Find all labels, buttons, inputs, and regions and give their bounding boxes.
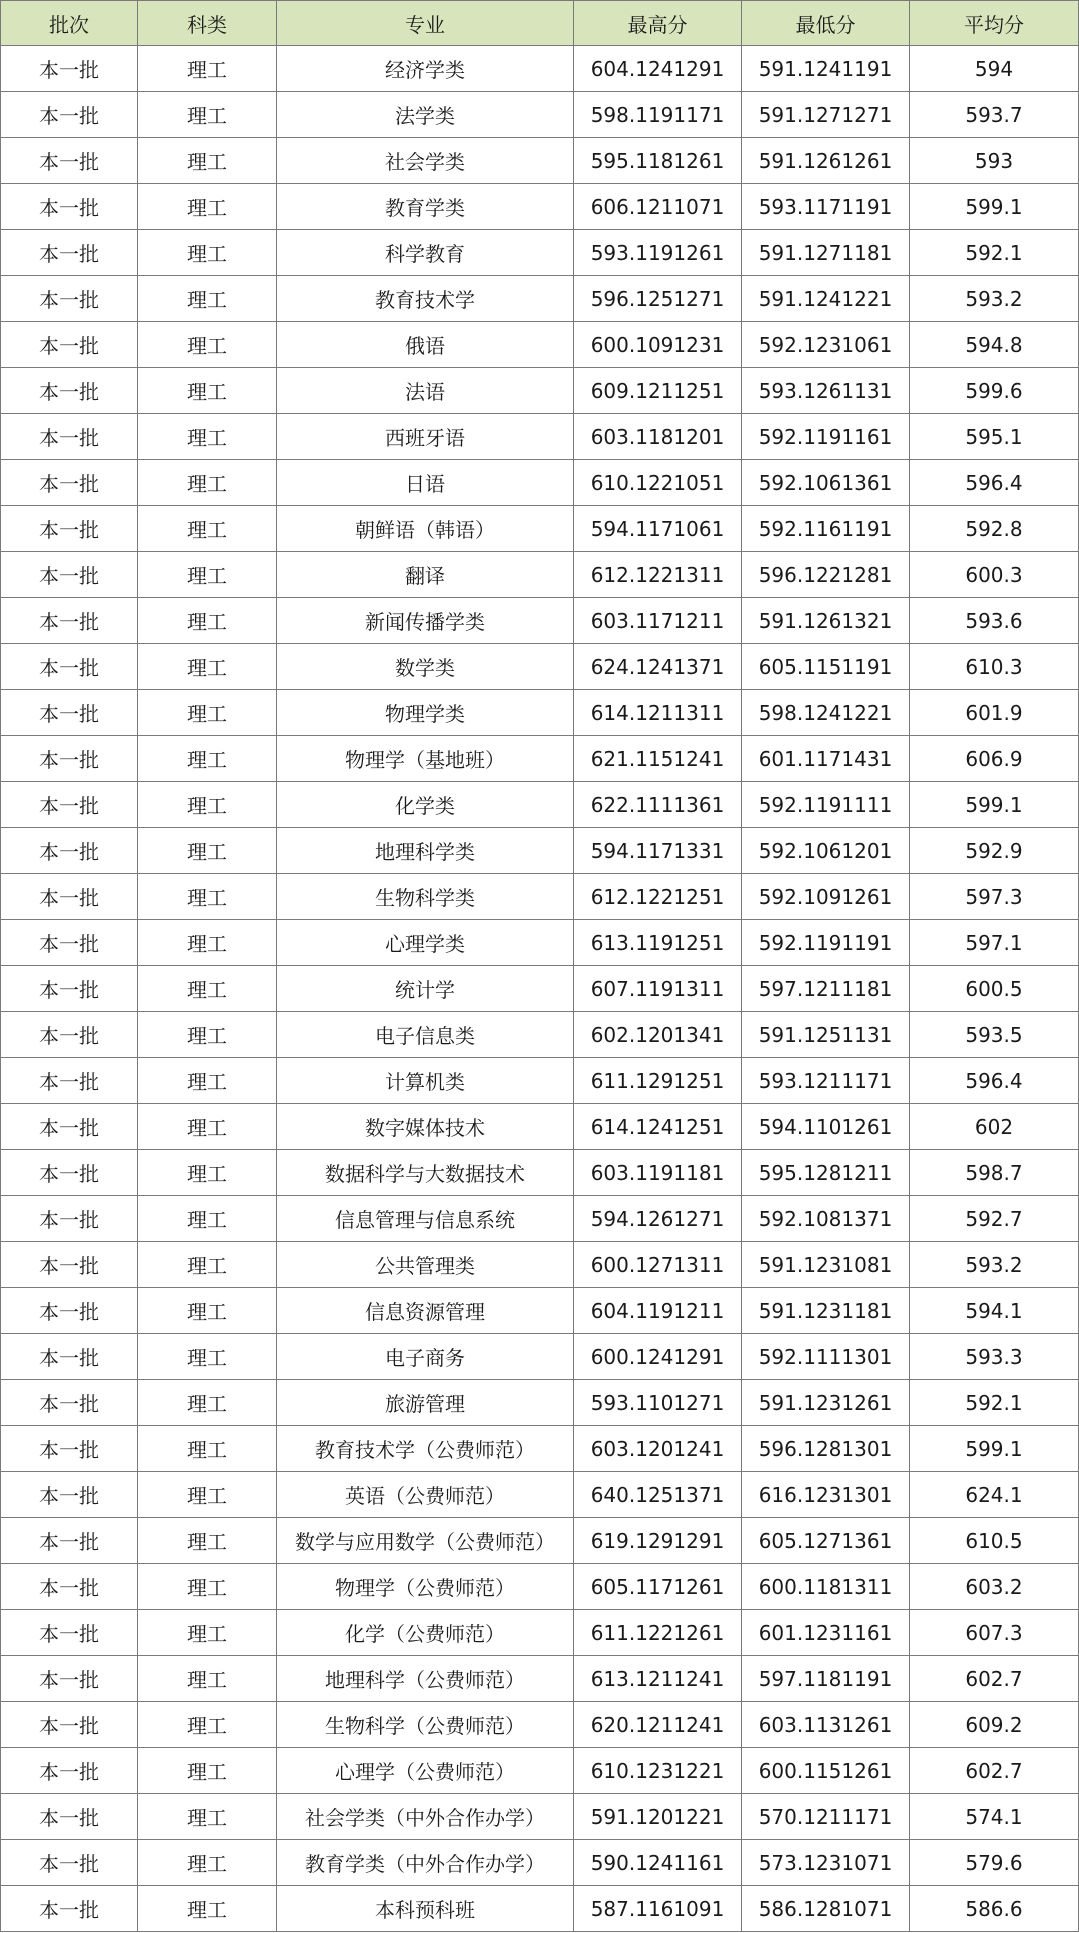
major-cell: 化学类: [277, 782, 574, 828]
min-score-cell: 592.1081371: [742, 1196, 910, 1242]
batch-cell: 本一批: [1, 1196, 138, 1242]
table-row: [1, 1242, 1079, 1288]
table-row: [1, 1702, 1079, 1748]
table-row: [1, 1334, 1079, 1380]
max-score-cell: 600.1271311: [574, 1242, 742, 1288]
category-cell: 理工: [138, 230, 277, 276]
table-row: [1, 828, 1079, 874]
min-score-cell: 570.1211171: [742, 1794, 910, 1840]
category-cell: 理工: [138, 874, 277, 920]
max-score-cell: 598.1191171: [574, 92, 742, 138]
batch-cell: 本一批: [1, 506, 138, 552]
max-score-cell: 614.1211311: [574, 690, 742, 736]
table-row: [1, 736, 1079, 782]
max-score-cell: 612.1221311: [574, 552, 742, 598]
min-score-cell: 592.1061361: [742, 460, 910, 506]
max-score-cell: 604.1241291: [574, 46, 742, 92]
category-cell: 理工: [138, 920, 277, 966]
avg-score-cell: 592.7: [910, 1196, 1079, 1242]
header-min-score: 最低分: [742, 1, 910, 46]
min-score-cell: 591.1261261: [742, 138, 910, 184]
major-cell: 公共管理类: [277, 1242, 574, 1288]
avg-score-cell: 593.6: [910, 598, 1079, 644]
major-cell: 数据科学与大数据技术: [277, 1150, 574, 1196]
category-cell: 理工: [138, 1104, 277, 1150]
max-score-cell: 593.1191261: [574, 230, 742, 276]
category-cell: 理工: [138, 1840, 277, 1886]
max-score-cell: 611.1291251: [574, 1058, 742, 1104]
major-cell: 俄语: [277, 322, 574, 368]
max-score-cell: 605.1171261: [574, 1564, 742, 1610]
avg-score-cell: 574.1: [910, 1794, 1079, 1840]
min-score-cell: 592.1231061: [742, 322, 910, 368]
batch-cell: 本一批: [1, 276, 138, 322]
max-score-cell: 620.1211241: [574, 1702, 742, 1748]
max-score-cell: 594.1171331: [574, 828, 742, 874]
header-major: 专业: [277, 1, 574, 46]
major-cell: 化学（公费师范）: [277, 1610, 574, 1656]
table-row: [1, 1380, 1079, 1426]
max-score-cell: 610.1221051: [574, 460, 742, 506]
max-score-cell: 612.1221251: [574, 874, 742, 920]
min-score-cell: 592.1061201: [742, 828, 910, 874]
batch-cell: 本一批: [1, 1150, 138, 1196]
batch-cell: 本一批: [1, 552, 138, 598]
table-row: [1, 1656, 1079, 1702]
avg-score-cell: 602.7: [910, 1656, 1079, 1702]
category-cell: 理工: [138, 1656, 277, 1702]
major-cell: 教育学类（中外合作办学）: [277, 1840, 574, 1886]
table-row: [1, 230, 1079, 276]
avg-score-cell: 599.1: [910, 1426, 1079, 1472]
major-cell: 物理学类: [277, 690, 574, 736]
max-score-cell: 609.1211251: [574, 368, 742, 414]
batch-cell: 本一批: [1, 184, 138, 230]
category-cell: 理工: [138, 1518, 277, 1564]
category-cell: 理工: [138, 92, 277, 138]
max-score-cell: 613.1191251: [574, 920, 742, 966]
batch-cell: 本一批: [1, 1518, 138, 1564]
avg-score-cell: 596.4: [910, 1058, 1079, 1104]
min-score-cell: 591.1251131: [742, 1012, 910, 1058]
min-score-cell: 592.1091261: [742, 874, 910, 920]
batch-cell: 本一批: [1, 1702, 138, 1748]
table-row: [1, 1794, 1079, 1840]
major-cell: 信息管理与信息系统: [277, 1196, 574, 1242]
avg-score-cell: 606.9: [910, 736, 1079, 782]
avg-score-cell: 599.1: [910, 184, 1079, 230]
avg-score-cell: 595.1: [910, 414, 1079, 460]
major-cell: 日语: [277, 460, 574, 506]
category-cell: 理工: [138, 1380, 277, 1426]
min-score-cell: 596.1221281: [742, 552, 910, 598]
major-cell: 统计学: [277, 966, 574, 1012]
major-cell: 教育技术学（公费师范）: [277, 1426, 574, 1472]
min-score-cell: 593.1261131: [742, 368, 910, 414]
avg-score-cell: 600.3: [910, 552, 1079, 598]
max-score-cell: 619.1291291: [574, 1518, 742, 1564]
batch-cell: 本一批: [1, 644, 138, 690]
max-score-cell: 621.1151241: [574, 736, 742, 782]
table-row: [1, 598, 1079, 644]
max-score-cell: 600.1241291: [574, 1334, 742, 1380]
table-row: [1, 1564, 1079, 1610]
min-score-cell: 591.1241221: [742, 276, 910, 322]
major-cell: 本科预科班: [277, 1886, 574, 1932]
batch-cell: 本一批: [1, 782, 138, 828]
major-cell: 数字媒体技术: [277, 1104, 574, 1150]
avg-score-cell: 610.3: [910, 644, 1079, 690]
min-score-cell: 592.1191191: [742, 920, 910, 966]
max-score-cell: 596.1251271: [574, 276, 742, 322]
major-cell: 信息资源管理: [277, 1288, 574, 1334]
category-cell: 理工: [138, 644, 277, 690]
batch-cell: 本一批: [1, 874, 138, 920]
batch-cell: 本一批: [1, 1288, 138, 1334]
batch-cell: 本一批: [1, 1748, 138, 1794]
min-score-cell: 600.1181311: [742, 1564, 910, 1610]
avg-score-cell: 579.6: [910, 1840, 1079, 1886]
max-score-cell: 610.1231221: [574, 1748, 742, 1794]
table-row: [1, 920, 1079, 966]
batch-cell: 本一批: [1, 828, 138, 874]
min-score-cell: 593.1211171: [742, 1058, 910, 1104]
max-score-cell: 603.1201241: [574, 1426, 742, 1472]
avg-score-cell: 594.1: [910, 1288, 1079, 1334]
table-row: [1, 276, 1079, 322]
min-score-cell: 586.1281071: [742, 1886, 910, 1932]
batch-cell: 本一批: [1, 46, 138, 92]
avg-score-cell: 607.3: [910, 1610, 1079, 1656]
category-cell: 理工: [138, 552, 277, 598]
major-cell: 地理科学类: [277, 828, 574, 874]
min-score-cell: 594.1101261: [742, 1104, 910, 1150]
major-cell: 计算机类: [277, 1058, 574, 1104]
avg-score-cell: 599.6: [910, 368, 1079, 414]
major-cell: 教育学类: [277, 184, 574, 230]
major-cell: 心理学（公费师范）: [277, 1748, 574, 1794]
min-score-cell: 591.1241191: [742, 46, 910, 92]
max-score-cell: 614.1241251: [574, 1104, 742, 1150]
max-score-cell: 603.1181201: [574, 414, 742, 460]
min-score-cell: 600.1151261: [742, 1748, 910, 1794]
avg-score-cell: 593.3: [910, 1334, 1079, 1380]
category-cell: 理工: [138, 46, 277, 92]
major-cell: 生物科学（公费师范）: [277, 1702, 574, 1748]
min-score-cell: 598.1241221: [742, 690, 910, 736]
major-cell: 生物科学类: [277, 874, 574, 920]
category-cell: 理工: [138, 1288, 277, 1334]
max-score-cell: 640.1251371: [574, 1472, 742, 1518]
avg-score-cell: 597.3: [910, 874, 1079, 920]
min-score-cell: 591.1261321: [742, 598, 910, 644]
table-row: [1, 368, 1079, 414]
max-score-cell: 603.1191181: [574, 1150, 742, 1196]
major-cell: 物理学（公费师范）: [277, 1564, 574, 1610]
min-score-cell: 601.1171431: [742, 736, 910, 782]
category-cell: 理工: [138, 276, 277, 322]
table-row: [1, 460, 1079, 506]
batch-cell: 本一批: [1, 230, 138, 276]
major-cell: 心理学类: [277, 920, 574, 966]
batch-cell: 本一批: [1, 1426, 138, 1472]
batch-cell: 本一批: [1, 1886, 138, 1932]
batch-cell: 本一批: [1, 1104, 138, 1150]
batch-cell: 本一批: [1, 690, 138, 736]
table-row: [1, 1610, 1079, 1656]
major-cell: 经济学类: [277, 46, 574, 92]
min-score-cell: 597.1181191: [742, 1656, 910, 1702]
category-cell: 理工: [138, 322, 277, 368]
batch-cell: 本一批: [1, 1794, 138, 1840]
batch-cell: 本一批: [1, 414, 138, 460]
batch-cell: 本一批: [1, 1610, 138, 1656]
category-cell: 理工: [138, 966, 277, 1012]
batch-cell: 本一批: [1, 1656, 138, 1702]
min-score-cell: 591.1271271: [742, 92, 910, 138]
table-row: [1, 690, 1079, 736]
avg-score-cell: 592.8: [910, 506, 1079, 552]
min-score-cell: 605.1271361: [742, 1518, 910, 1564]
avg-score-cell: 593.5: [910, 1012, 1079, 1058]
avg-score-cell: 597.1: [910, 920, 1079, 966]
header-row: [1, 1, 1079, 46]
batch-cell: 本一批: [1, 368, 138, 414]
category-cell: 理工: [138, 1058, 277, 1104]
table-row: [1, 1472, 1079, 1518]
min-score-cell: 603.1131261: [742, 1702, 910, 1748]
major-cell: 旅游管理: [277, 1380, 574, 1426]
major-cell: 社会学类: [277, 138, 574, 184]
table-header: [1, 1, 1079, 46]
category-cell: 理工: [138, 1472, 277, 1518]
major-cell: 西班牙语: [277, 414, 574, 460]
avg-score-cell: 602.7: [910, 1748, 1079, 1794]
table-row: [1, 506, 1079, 552]
min-score-cell: 591.1271181: [742, 230, 910, 276]
table-row: [1, 184, 1079, 230]
avg-score-cell: 609.2: [910, 1702, 1079, 1748]
major-cell: 地理科学（公费师范）: [277, 1656, 574, 1702]
category-cell: 理工: [138, 1794, 277, 1840]
batch-cell: 本一批: [1, 1012, 138, 1058]
avg-score-cell: 603.2: [910, 1564, 1079, 1610]
category-cell: 理工: [138, 1242, 277, 1288]
table-row: [1, 1196, 1079, 1242]
major-cell: 法语: [277, 368, 574, 414]
major-cell: 电子商务: [277, 1334, 574, 1380]
batch-cell: 本一批: [1, 138, 138, 184]
major-cell: 新闻传播学类: [277, 598, 574, 644]
avg-score-cell: 586.6: [910, 1886, 1079, 1932]
max-score-cell: 600.1091231: [574, 322, 742, 368]
batch-cell: 本一批: [1, 92, 138, 138]
max-score-cell: 624.1241371: [574, 644, 742, 690]
major-cell: 物理学（基地班）: [277, 736, 574, 782]
min-score-cell: 592.1191111: [742, 782, 910, 828]
category-cell: 理工: [138, 184, 277, 230]
category-cell: 理工: [138, 1702, 277, 1748]
category-cell: 理工: [138, 782, 277, 828]
max-score-cell: 587.1161091: [574, 1886, 742, 1932]
table-row: [1, 552, 1079, 598]
table-row: [1, 1886, 1079, 1932]
min-score-cell: 592.1161191: [742, 506, 910, 552]
category-cell: 理工: [138, 598, 277, 644]
avg-score-cell: 594.8: [910, 322, 1079, 368]
category-cell: 理工: [138, 1012, 277, 1058]
min-score-cell: 573.1231071: [742, 1840, 910, 1886]
major-cell: 科学教育: [277, 230, 574, 276]
major-cell: 社会学类（中外合作办学）: [277, 1794, 574, 1840]
batch-cell: 本一批: [1, 1242, 138, 1288]
max-score-cell: 591.1201221: [574, 1794, 742, 1840]
table-row: [1, 1012, 1079, 1058]
batch-cell: 本一批: [1, 1840, 138, 1886]
batch-cell: 本一批: [1, 1380, 138, 1426]
avg-score-cell: 592.1: [910, 1380, 1079, 1426]
header-max-score: 最高分: [574, 1, 742, 46]
category-cell: 理工: [138, 1610, 277, 1656]
major-cell: 英语（公费师范）: [277, 1472, 574, 1518]
max-score-cell: 606.1211071: [574, 184, 742, 230]
max-score-cell: 607.1191311: [574, 966, 742, 1012]
batch-cell: 本一批: [1, 1472, 138, 1518]
min-score-cell: 596.1281301: [742, 1426, 910, 1472]
max-score-cell: 594.1261271: [574, 1196, 742, 1242]
min-score-cell: 605.1151191: [742, 644, 910, 690]
avg-score-cell: 593.2: [910, 276, 1079, 322]
avg-score-cell: 594: [910, 46, 1079, 92]
category-cell: 理工: [138, 736, 277, 782]
max-score-cell: 611.1221261: [574, 1610, 742, 1656]
avg-score-cell: 601.9: [910, 690, 1079, 736]
max-score-cell: 595.1181261: [574, 138, 742, 184]
avg-score-cell: 624.1: [910, 1472, 1079, 1518]
max-score-cell: 594.1171061: [574, 506, 742, 552]
max-score-cell: 593.1101271: [574, 1380, 742, 1426]
major-cell: 翻译: [277, 552, 574, 598]
batch-cell: 本一批: [1, 1334, 138, 1380]
table-row: [1, 966, 1079, 1012]
batch-cell: 本一批: [1, 736, 138, 782]
header-batch: 批次: [1, 1, 138, 46]
min-score-cell: 597.1211181: [742, 966, 910, 1012]
min-score-cell: 616.1231301: [742, 1472, 910, 1518]
avg-score-cell: 592.9: [910, 828, 1079, 874]
category-cell: 理工: [138, 1886, 277, 1932]
avg-score-cell: 598.7: [910, 1150, 1079, 1196]
avg-score-cell: 593.2: [910, 1242, 1079, 1288]
min-score-cell: 593.1171191: [742, 184, 910, 230]
category-cell: 理工: [138, 1748, 277, 1794]
max-score-cell: 602.1201341: [574, 1012, 742, 1058]
category-cell: 理工: [138, 1150, 277, 1196]
major-cell: 数学类: [277, 644, 574, 690]
max-score-cell: 613.1211241: [574, 1656, 742, 1702]
category-cell: 理工: [138, 1196, 277, 1242]
category-cell: 理工: [138, 506, 277, 552]
max-score-cell: 622.1111361: [574, 782, 742, 828]
min-score-cell: 601.1231161: [742, 1610, 910, 1656]
category-cell: 理工: [138, 828, 277, 874]
table-body: [1, 46, 1079, 1932]
table-row: [1, 138, 1079, 184]
table-row: [1, 1840, 1079, 1886]
min-score-cell: 591.1231081: [742, 1242, 910, 1288]
category-cell: 理工: [138, 1334, 277, 1380]
table-row: [1, 1426, 1079, 1472]
major-cell: 朝鲜语（韩语）: [277, 506, 574, 552]
category-cell: 理工: [138, 138, 277, 184]
header-avg-score: 平均分: [910, 1, 1079, 46]
max-score-cell: 604.1191211: [574, 1288, 742, 1334]
table-row: [1, 1518, 1079, 1564]
min-score-cell: 591.1231181: [742, 1288, 910, 1334]
max-score-cell: 603.1171211: [574, 598, 742, 644]
batch-cell: 本一批: [1, 1564, 138, 1610]
table-row: [1, 1150, 1079, 1196]
table-row: [1, 46, 1079, 92]
table-row: [1, 1104, 1079, 1150]
batch-cell: 本一批: [1, 598, 138, 644]
batch-cell: 本一批: [1, 920, 138, 966]
major-cell: 法学类: [277, 92, 574, 138]
batch-cell: 本一批: [1, 322, 138, 368]
batch-cell: 本一批: [1, 460, 138, 506]
batch-cell: 本一批: [1, 966, 138, 1012]
avg-score-cell: 592.1: [910, 230, 1079, 276]
avg-score-cell: 596.4: [910, 460, 1079, 506]
table-row: [1, 1058, 1079, 1104]
category-cell: 理工: [138, 690, 277, 736]
avg-score-cell: 602: [910, 1104, 1079, 1150]
table-row: [1, 414, 1079, 460]
table-row: [1, 782, 1079, 828]
table-row: [1, 874, 1079, 920]
header-category: 科类: [138, 1, 277, 46]
category-cell: 理工: [138, 1426, 277, 1472]
category-cell: 理工: [138, 368, 277, 414]
min-score-cell: 592.1191161: [742, 414, 910, 460]
table-row: [1, 92, 1079, 138]
avg-score-cell: 610.5: [910, 1518, 1079, 1564]
min-score-cell: 591.1231261: [742, 1380, 910, 1426]
avg-score-cell: 600.5: [910, 966, 1079, 1012]
table-row: [1, 644, 1079, 690]
table-row: [1, 322, 1079, 368]
min-score-cell: 595.1281211: [742, 1150, 910, 1196]
category-cell: 理工: [138, 460, 277, 506]
major-cell: 教育技术学: [277, 276, 574, 322]
batch-cell: 本一批: [1, 1058, 138, 1104]
table-row: [1, 1748, 1079, 1794]
avg-score-cell: 599.1: [910, 782, 1079, 828]
major-cell: 数学与应用数学（公费师范）: [277, 1518, 574, 1564]
avg-score-cell: 593.7: [910, 92, 1079, 138]
min-score-cell: 592.1111301: [742, 1334, 910, 1380]
category-cell: 理工: [138, 1564, 277, 1610]
table-row: [1, 1288, 1079, 1334]
avg-score-cell: 593: [910, 138, 1079, 184]
max-score-cell: 590.1241161: [574, 1840, 742, 1886]
major-cell: 电子信息类: [277, 1012, 574, 1058]
category-cell: 理工: [138, 414, 277, 460]
